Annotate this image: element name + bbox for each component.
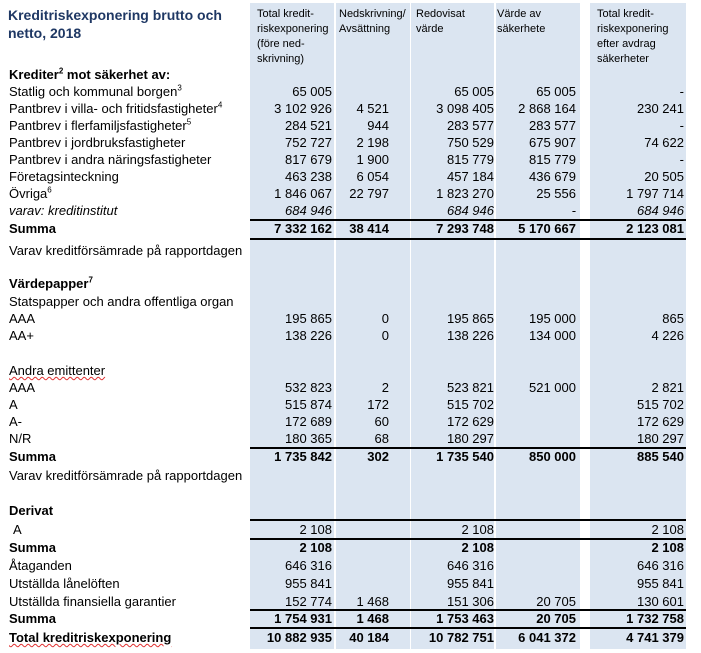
table-row: N/R 180 365 68 180 297 180 297: [9, 431, 684, 446]
column-header-carrying-value: Redovisat värde: [416, 8, 465, 35]
table-row: AA+ 138 226 0 138 226 134 000 4 226: [9, 328, 684, 343]
table-row: Statlig och kommunal borgen$^3$ 65 005 65 005 65 005 -: [9, 83, 684, 99]
column-header-impairment: Nedskrivning/ Avsättning: [339, 8, 406, 35]
section-derivat: Derivat: [9, 503, 54, 518]
note-row: Varav kreditförsämrade på rapportdagen: [9, 468, 243, 483]
table-row: A 515 874 172 515 702 515 702: [9, 397, 684, 412]
table-title: Kreditriskexponering brutto och netto, 2018: [8, 7, 222, 41]
table-row: Övriga$^6$ 1 846 067 22 797 1 823 270 25 556 1 797 714: [9, 185, 684, 201]
section-krediter: Krediter$^2$ mot säkerhet av:: [9, 66, 171, 82]
note-row: Varav kreditförsämrade på rapportdagen: [9, 243, 243, 258]
table-row: Utställda finansiella garantier 152 774 1 468 151 306 20 705 130 601: [9, 594, 684, 609]
table-row: Företagsinteckning 463 238 6 054 457 184 436 679 20 505: [9, 169, 684, 184]
divider: [250, 238, 686, 240]
subsection-andra-emittenter: Andra emittenter: [9, 363, 106, 378]
table-row: AAA 532 823 2 523 821 521 000 2 821: [9, 380, 684, 395]
table-row: Statspapper och andra offentliga organ: [9, 294, 234, 309]
table-row: Pantbrev i flerfamiljsfastigheter$^5$ 284 521 944 283 577 283 577 -: [9, 117, 684, 133]
table-row: varav: kreditinstitut 684 946 684 946 - 684 946: [9, 203, 684, 218]
table-row: A 2 108 2 108 2 108: [13, 522, 684, 537]
column-header-total-exposure: Total kredit- riskexponering (före ned- skrivning): [257, 8, 329, 65]
table-row: Åtaganden 646 316 646 316 646 316: [9, 558, 684, 573]
section-vardepapper: Värdepapper$^7$: [9, 275, 93, 291]
summary-row: Summa 2 108 2 108 2 108: [9, 540, 684, 555]
table-row: Pantbrev i jordbruksfastigheter 752 727 2 198 750 529 675 907 74 622: [9, 135, 684, 150]
total-row: Total kreditriskexponering 10 882 935 40 184 10 782 751 6 041 372 4 741 379: [9, 630, 684, 645]
summary-row: Summa 1 735 842 302 1 735 540 850 000 885 540: [9, 449, 684, 464]
column-header-collateral-value: Värde av säkerhete: [497, 8, 546, 35]
summary-row: Summa 7 332 162 38 414 7 293 748 5 170 667 2 123 081: [9, 221, 684, 236]
table-row: AAA 195 865 0 195 865 195 000 865: [9, 311, 684, 326]
table-row: Utställda lånelöften 955 841 955 841 955 841: [9, 576, 684, 591]
summary-row: Summa 1 754 931 1 468 1 753 463 20 705 1 732 758: [9, 611, 684, 626]
table-row: Pantbrev i villa- och fritidsfastigheter$^4$ 3 102 926 4 521 3 098 405 2 868 164 230 241: [9, 100, 684, 116]
column-header-net-exposure: Total kredit- riskexponering efter avdrag säkerheter: [597, 8, 669, 65]
table-row: Pantbrev i andra näringsfastigheter 817 679 1 900 815 779 815 779 -: [9, 152, 684, 167]
table-row: A- 172 689 60 172 629 172 629: [9, 414, 684, 429]
